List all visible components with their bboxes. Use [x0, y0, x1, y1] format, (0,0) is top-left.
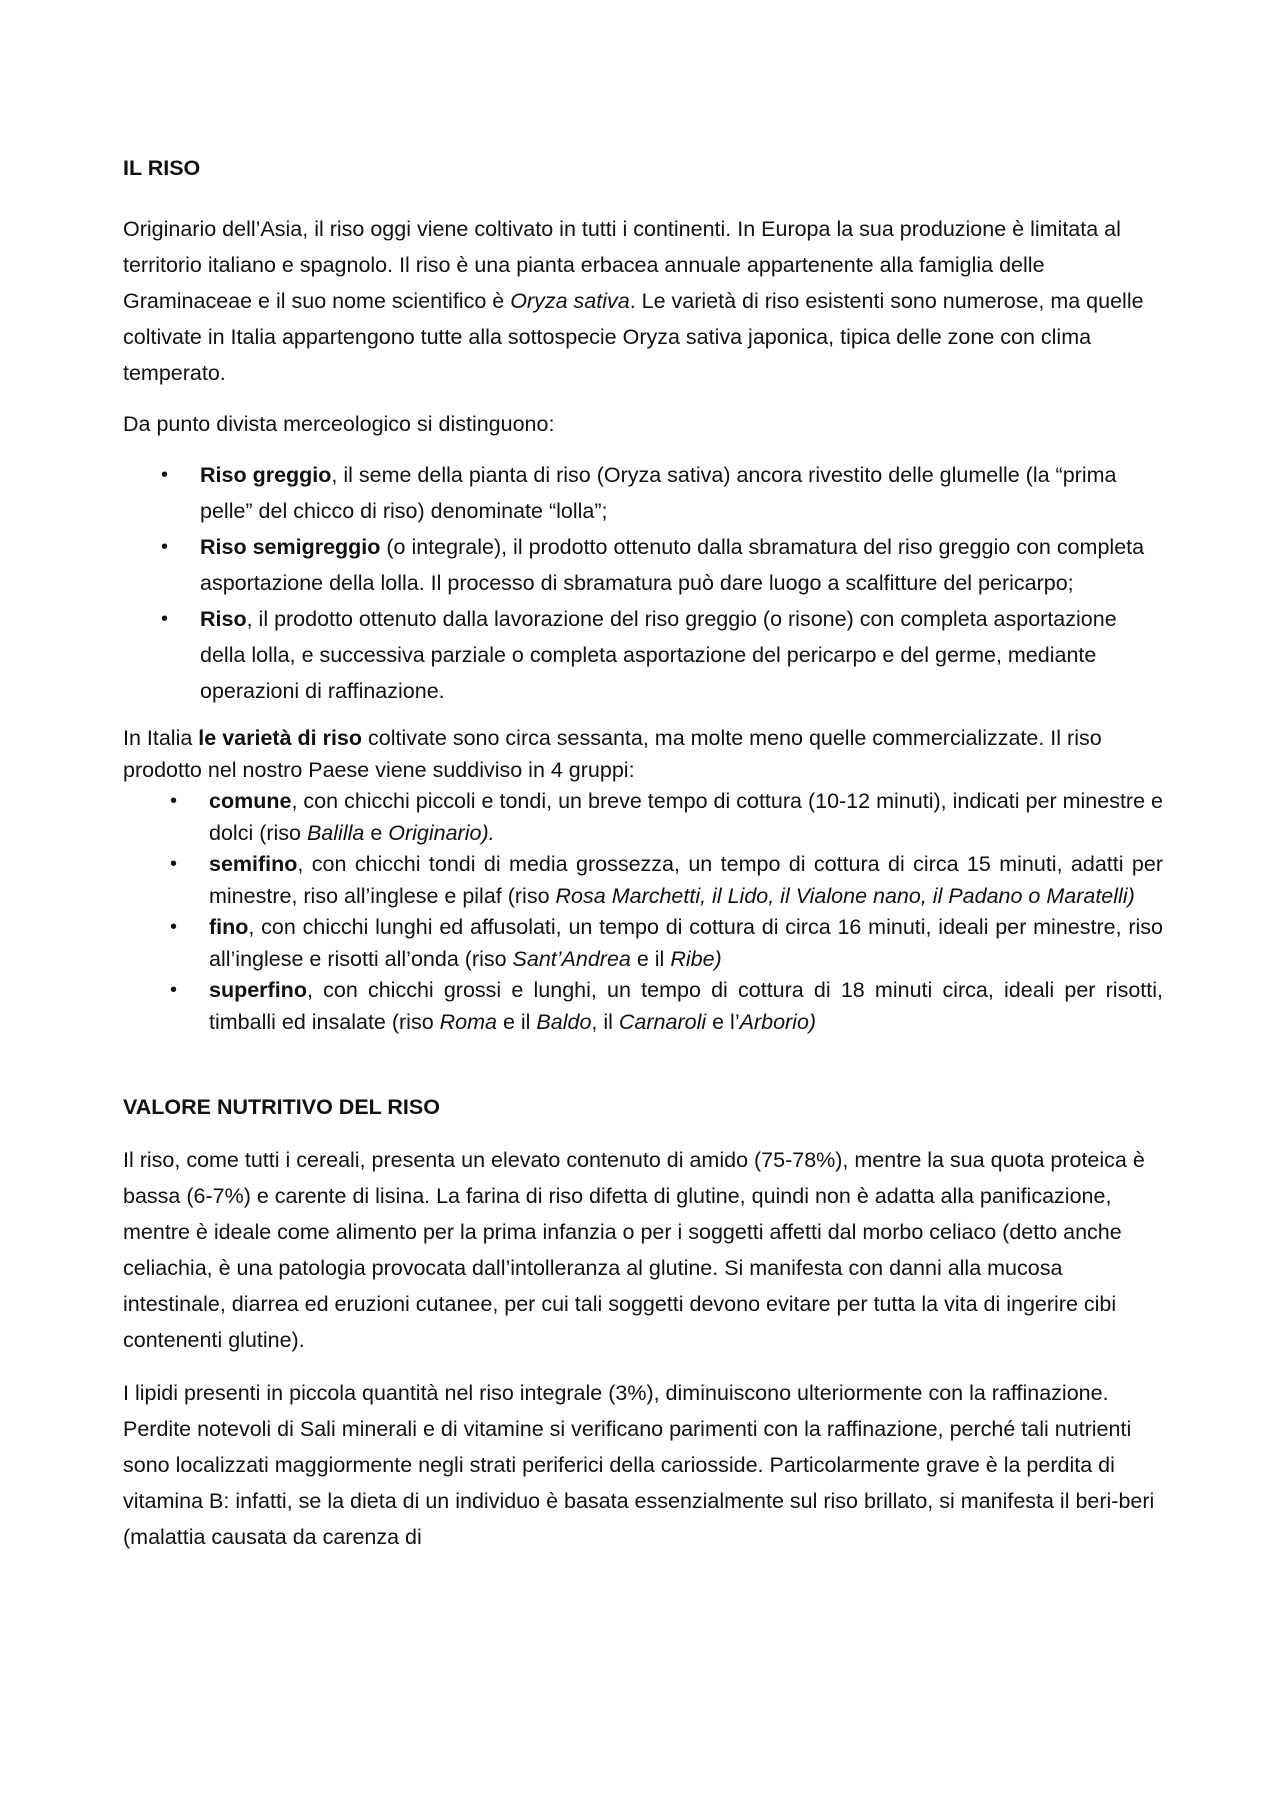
groups-intro: In Italia le varietà di riso coltivate sono circa sessanta, ma molte meno quelle commercializzate. Il riso prodotto nel nostro Paese viene suddiviso in 4 gruppi: [123, 726, 1102, 782]
list-item: • Riso greggio, il seme della pianta di riso (Oryza sativa) ancora rivestito delle glumelle (la “prima pelle” del chicco di riso) denominate “lolla”; [123, 457, 1163, 529]
document-body [123, 150, 1163, 1555]
bullet: • [170, 790, 178, 812]
merceologico-intro: Da punto divista merceologico si distinguono: [123, 412, 555, 436]
intro-paragraph: Originario dell’Asia, il riso oggi viene coltivato in tutti i continenti. In Europa la sua produzione è limitata al territorio italiano e spagnolo. Il riso è una pianta erbacea annuale appartenente alla famiglia delle Graminaceae e il suo nome scientifico è Oryza sativa. Le varietà di riso esistenti sono numerose, ma quelle coltivate in Italia appartengono tutte alla sottospecie Oryza sativa japonica, tipica delle zone con clima temperato. [123, 217, 1144, 385]
list-item: • Riso, il prodotto ottenuto dalla lavorazione del riso greggio (o risone) con completa asportazione della lolla, e successiva parziale o completa asportazione del pericarpo e del germe, mediante operazioni di raffinazione. [123, 601, 1163, 709]
list-item: • comune, con chicchi piccoli e tondi, un breve tempo di cottura (10-12 minuti), indicati per minestre e dolci (riso Balilla e Originario). [123, 786, 1163, 849]
scientific-name: Oryza sativa [510, 289, 630, 313]
section-title-valore-nutritivo: VALORE NUTRITIVO DEL RISO [123, 1095, 440, 1119]
nutrition-paragraph-2: I lipidi presenti in piccola quantità nel riso integrale (3%), diminuiscono ulteriormente con la raffinazione. Perdite notevoli di Sali minerali e di vitamine si verificano parimenti con la raffinazione, perché tali nutrienti sono localizzati maggiormente negli strati periferici della cariosside. Particolarmente grave è la perdita di vitamina B: infatti, se la dieta di un individuo è basata essenzialmente sul riso brillato, si manifesta il beri-beri (malattia causata da carenza di [123, 1381, 1155, 1549]
list-item: • superfino, con chicchi grossi e lunghi, un tempo di cottura di 18 minuti circa, ideali per risotti, timballi ed insalate (riso Roma e il Baldo, il Carnaroli e l’Arborio) [123, 975, 1163, 1038]
bullet: • [170, 916, 178, 938]
nutrition-paragraph-1: Il riso, come tutti i cereali, presenta un elevato contenuto di amido (75-78%), mentre la sua quota proteica è bassa (6-7%) e carente di lisina. La farina di riso difetta di glutine, quindi non è adatta alla panificazione, mentre è ideale come alimento per la prima infanzia o per i soggetti affetti dal morbo celiaco (detto anche celiachia, è una patologia provocata dall’intolleranza al glutine. Si manifesta con danni alla mucosa intestinale, diarrea ed eruzioni cutanee, per cui tali soggetti devono evitare per tutta la vita di ingerire cibi contenenti glutine). [123, 1148, 1145, 1352]
bullet: • [170, 979, 178, 1001]
rice-types-list [123, 457, 1163, 709]
bullet: • [170, 853, 178, 875]
bullet: • [161, 536, 169, 558]
rice-groups-list [123, 786, 1163, 1038]
list-item: • fino, con chicchi lunghi ed affusolati, un tempo di cottura di circa 16 minuti, ideali per minestre, riso all’inglese e risotti all’onda (riso Sant’Andrea e il Ribe) [123, 912, 1163, 975]
list-item: • Riso semigreggio (o integrale), il prodotto ottenuto dalla sbramatura del riso greggio con completa asportazione della lolla. Il processo di sbramatura può dare luogo a scalfitture del pericarpo; [123, 529, 1163, 601]
section-title-riso: IL RISO [123, 156, 201, 180]
bullet: • [161, 608, 169, 630]
bullet: • [161, 464, 169, 486]
list-item: • semifino, con chicchi tondi di media grossezza, un tempo di cottura di circa 15 minuti, adatti per minestre, riso all’inglese e pilaf (riso Rosa Marchetti, il Lido, il Vialone nano, il Padano o Maratelli) [123, 849, 1163, 912]
